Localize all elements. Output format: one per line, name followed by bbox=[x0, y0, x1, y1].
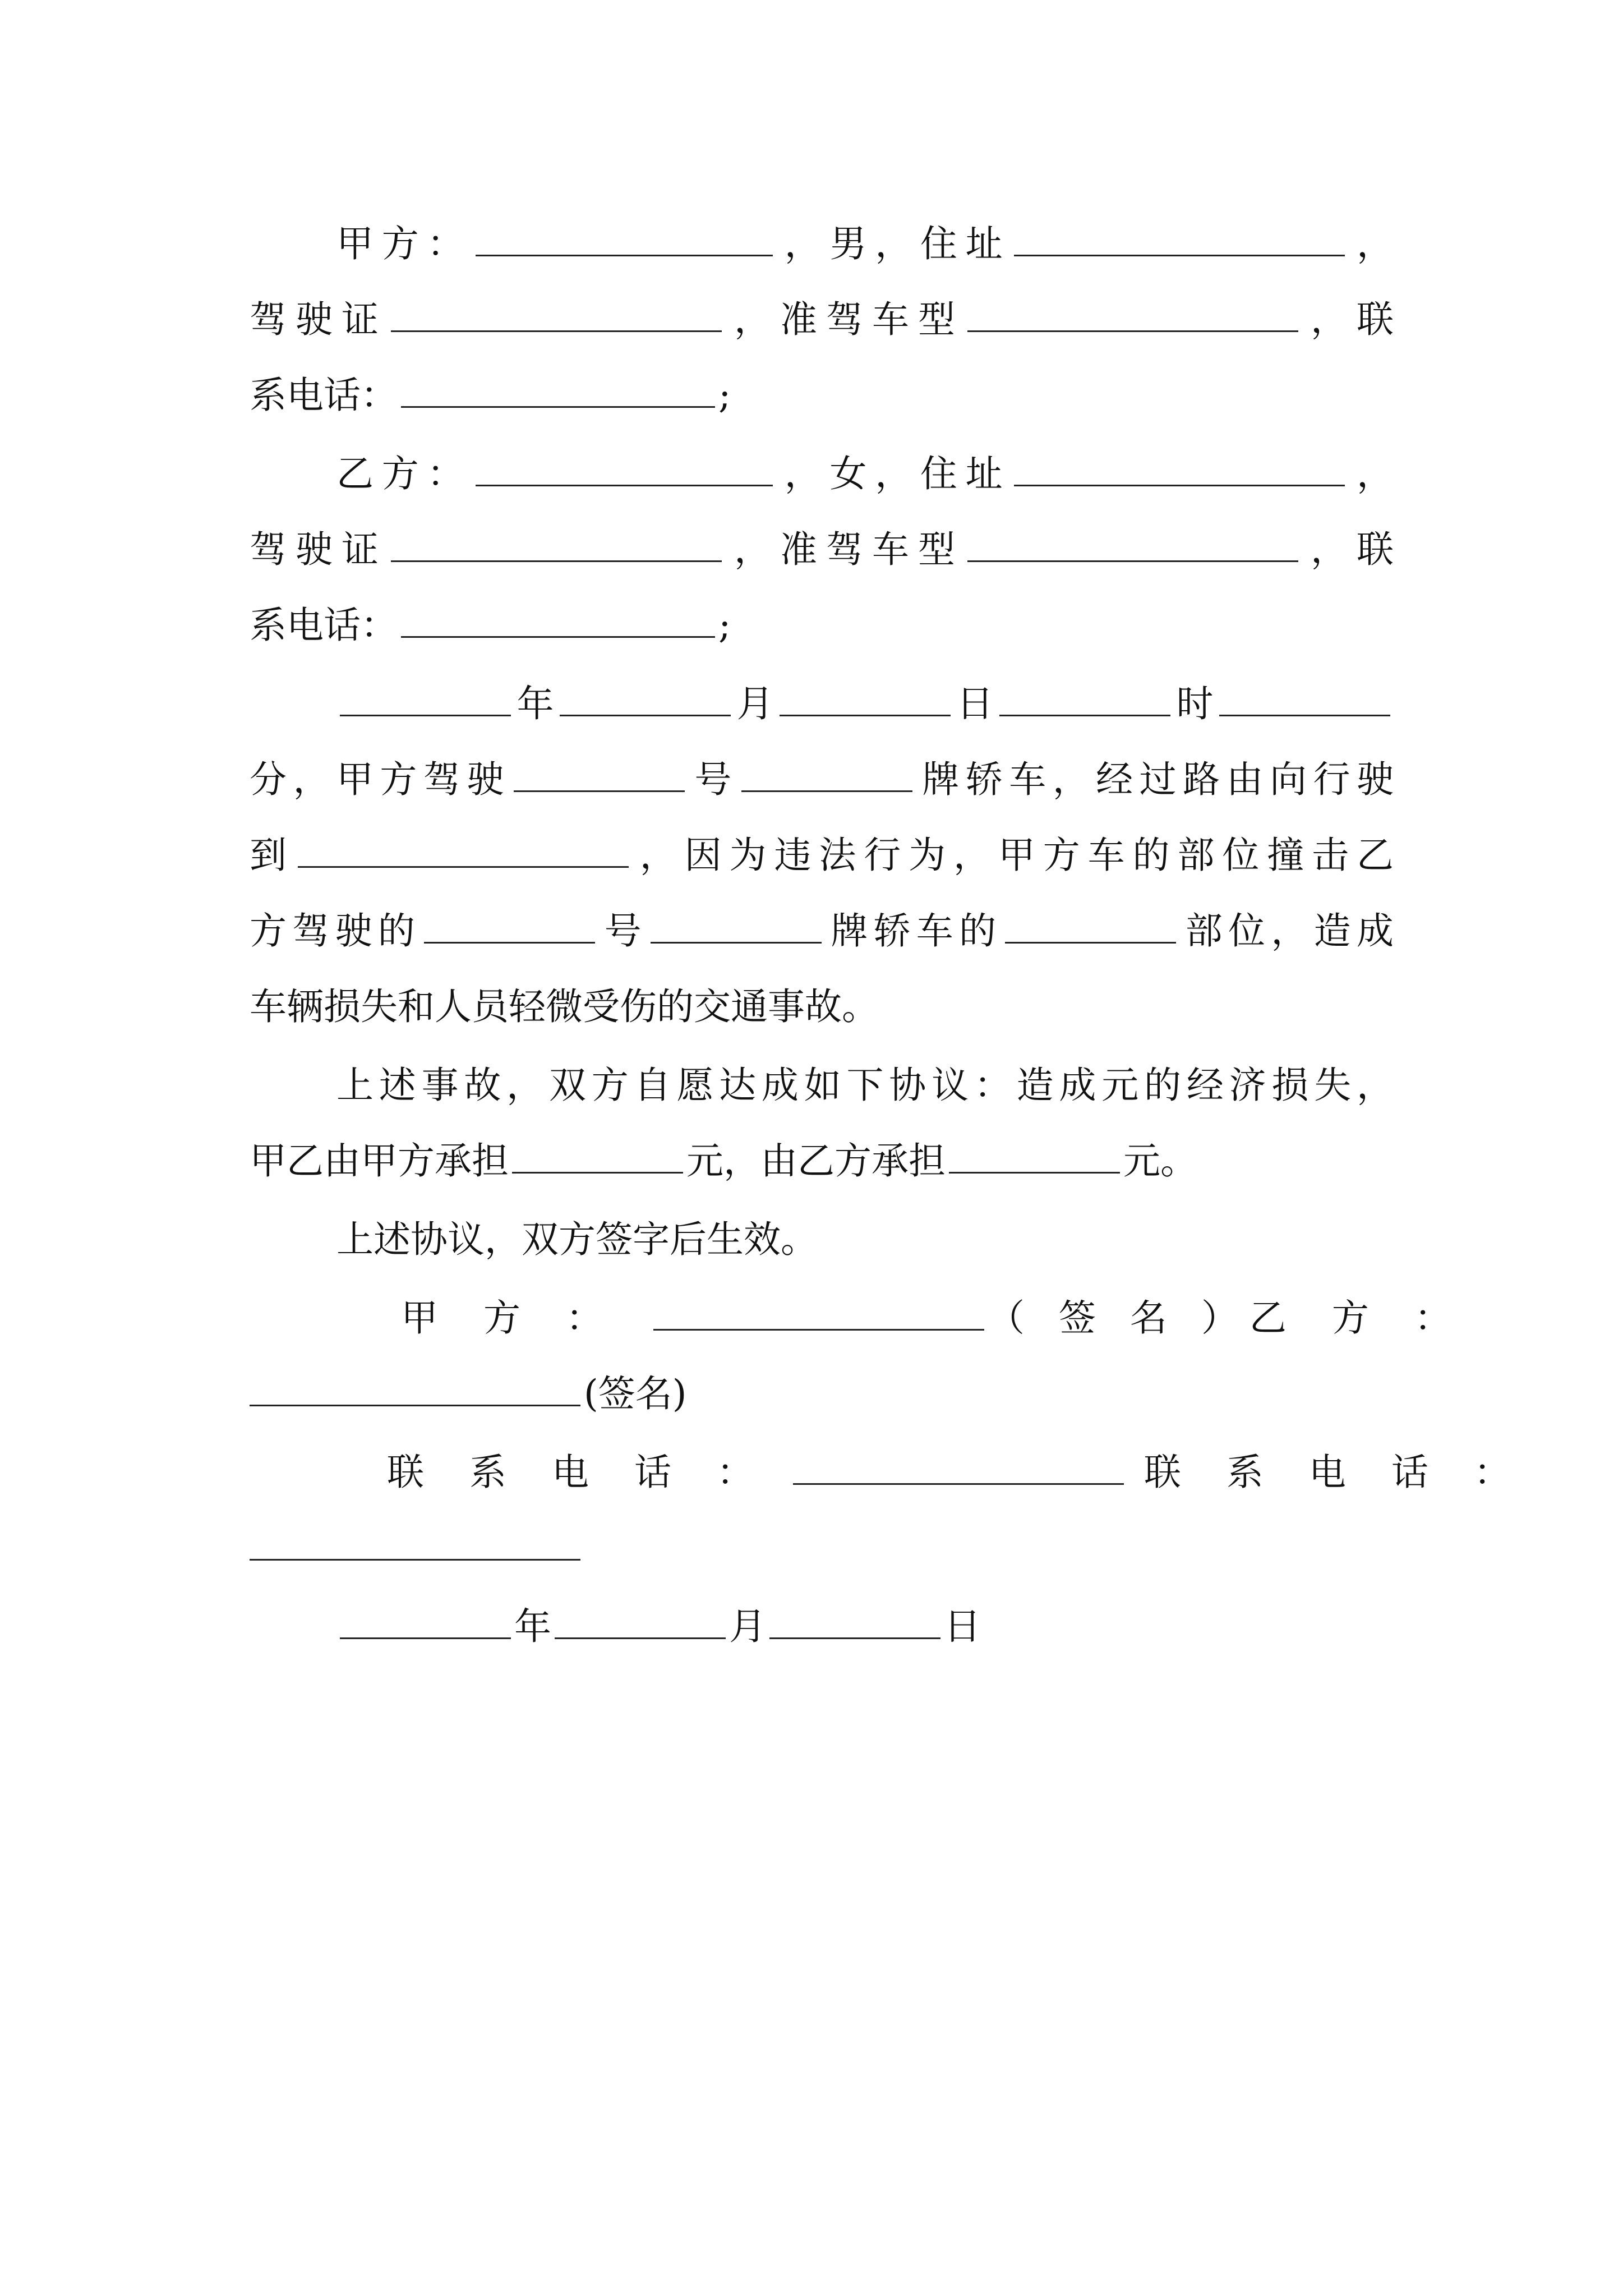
accident-time-line bbox=[336, 665, 1394, 743]
contact-line bbox=[387, 1433, 1528, 1512]
location-field[interactable] bbox=[298, 835, 629, 868]
punct: ，联 bbox=[1302, 298, 1394, 341]
day-label: 日 bbox=[954, 682, 996, 725]
party-b-license-line bbox=[250, 510, 1394, 589]
text: 到 bbox=[250, 834, 294, 877]
party-a-name-field[interactable] bbox=[476, 224, 773, 256]
line-8 bbox=[250, 740, 1394, 819]
party-a-car-type-field[interactable] bbox=[967, 300, 1298, 332]
party-a-line bbox=[336, 205, 1394, 283]
punct: ， bbox=[1348, 222, 1394, 265]
party-b-address-field[interactable] bbox=[1014, 454, 1345, 486]
line-11: 车辆损失和人员轻微受伤的交通事故。 bbox=[250, 985, 879, 1028]
punct: ; bbox=[718, 604, 731, 647]
party-a-gender: ，男，住址 bbox=[776, 222, 1011, 265]
plate-a-field[interactable] bbox=[514, 760, 685, 792]
text: 部位，造成 bbox=[1179, 909, 1394, 953]
contact-a-field[interactable] bbox=[793, 1452, 1124, 1485]
text: 分，甲方驾驶 bbox=[250, 758, 510, 801]
hour-label: 时 bbox=[1174, 682, 1216, 725]
minute-field[interactable] bbox=[1219, 684, 1390, 716]
party-a-license-line bbox=[250, 280, 1394, 359]
party-b-license-field[interactable] bbox=[391, 530, 722, 562]
license-label: 驾驶证 bbox=[250, 298, 388, 341]
line-12: 上述事故，双方自愿达成如下协议：造成元的经济损失， bbox=[336, 1064, 1394, 1107]
punct: ; bbox=[718, 374, 731, 417]
party-b-phone-field[interactable] bbox=[401, 605, 715, 638]
party-a-phone-field[interactable] bbox=[401, 375, 715, 408]
contact-b-field[interactable] bbox=[250, 1528, 580, 1561]
year-label: 年 bbox=[514, 682, 556, 725]
month-label: 月 bbox=[729, 1605, 766, 1648]
sign-label: （ 签 名 ） bbox=[987, 1296, 1249, 1340]
hour-field[interactable] bbox=[999, 684, 1170, 716]
party-b-label: 乙方： bbox=[336, 452, 473, 495]
contact-label-b: 联 系 电 话 ： bbox=[1144, 1451, 1528, 1494]
party-b-line bbox=[336, 435, 1394, 513]
signature-line bbox=[401, 1279, 1468, 1358]
party-b-gender: ，女，住址 bbox=[776, 452, 1011, 495]
text: 元。 bbox=[1123, 1139, 1197, 1182]
phone-label: 系电话： bbox=[250, 604, 398, 647]
car-type-label: ，准驾车型 bbox=[725, 528, 964, 571]
party-a-label: 甲方： bbox=[336, 222, 473, 265]
party-b-amount-field[interactable] bbox=[949, 1141, 1120, 1174]
date-line bbox=[336, 1588, 1066, 1666]
punct: ， bbox=[1348, 452, 1394, 495]
line-9 bbox=[250, 816, 1394, 895]
text: 方驾驶的 bbox=[250, 909, 421, 953]
text: 甲乙由甲方承担 bbox=[250, 1139, 509, 1182]
text: 牌轿车的 bbox=[824, 909, 1002, 953]
license-label: 驾驶证 bbox=[250, 528, 388, 571]
party-a-sign-label: 甲 方 ： bbox=[401, 1296, 620, 1340]
text: 元，由乙方承担 bbox=[686, 1139, 946, 1182]
sign-year-field[interactable] bbox=[340, 1607, 511, 1639]
sign-day-field[interactable] bbox=[769, 1607, 940, 1639]
year-label: 年 bbox=[514, 1605, 551, 1648]
punct: ，联 bbox=[1302, 528, 1394, 571]
party-b-sign-label: 乙 方 ： bbox=[1249, 1296, 1468, 1340]
plate-a-brand-field[interactable] bbox=[741, 760, 912, 792]
text: 号 bbox=[598, 909, 647, 953]
party-a-address-field[interactable] bbox=[1014, 224, 1345, 256]
plate-b-field[interactable] bbox=[424, 911, 595, 944]
year-field[interactable] bbox=[340, 684, 511, 716]
sign-label: (签名) bbox=[584, 1372, 687, 1415]
party-b-name-field[interactable] bbox=[476, 454, 773, 486]
line-10 bbox=[250, 892, 1394, 970]
day-field[interactable] bbox=[780, 684, 951, 716]
plate-b-brand-field[interactable] bbox=[651, 911, 822, 944]
line-14: 上述协议，双方签字后生效。 bbox=[336, 1218, 818, 1261]
sign-month-field[interactable] bbox=[555, 1607, 726, 1639]
text: ，因为违法行为，甲方车的部位撞击乙 bbox=[631, 834, 1394, 877]
month-field[interactable] bbox=[560, 684, 731, 716]
party-b-phone-line bbox=[250, 586, 1394, 665]
car-type-label: ，准驾车型 bbox=[725, 298, 964, 341]
signature-line-2 bbox=[250, 1355, 1394, 1433]
contact-line-2 bbox=[250, 1509, 1394, 1588]
party-a-amount-field[interactable] bbox=[512, 1141, 683, 1174]
party-a-license-field[interactable] bbox=[391, 300, 722, 332]
month-label: 月 bbox=[734, 682, 776, 725]
text: 号 bbox=[688, 758, 738, 801]
line-13 bbox=[250, 1122, 1394, 1200]
day-label: 日 bbox=[944, 1605, 981, 1648]
phone-label: 系电话： bbox=[250, 374, 398, 417]
party-a-phone-line bbox=[250, 356, 1394, 435]
party-b-car-type-field[interactable] bbox=[967, 530, 1298, 562]
contact-label-a: 联 系 电 话 ： bbox=[387, 1451, 771, 1494]
party-b-signature-field[interactable] bbox=[250, 1374, 580, 1406]
damage-part-field[interactable] bbox=[1005, 911, 1176, 944]
text: 牌轿车，经过路由向行驶 bbox=[915, 758, 1394, 801]
party-a-signature-field[interactable] bbox=[653, 1298, 984, 1331]
